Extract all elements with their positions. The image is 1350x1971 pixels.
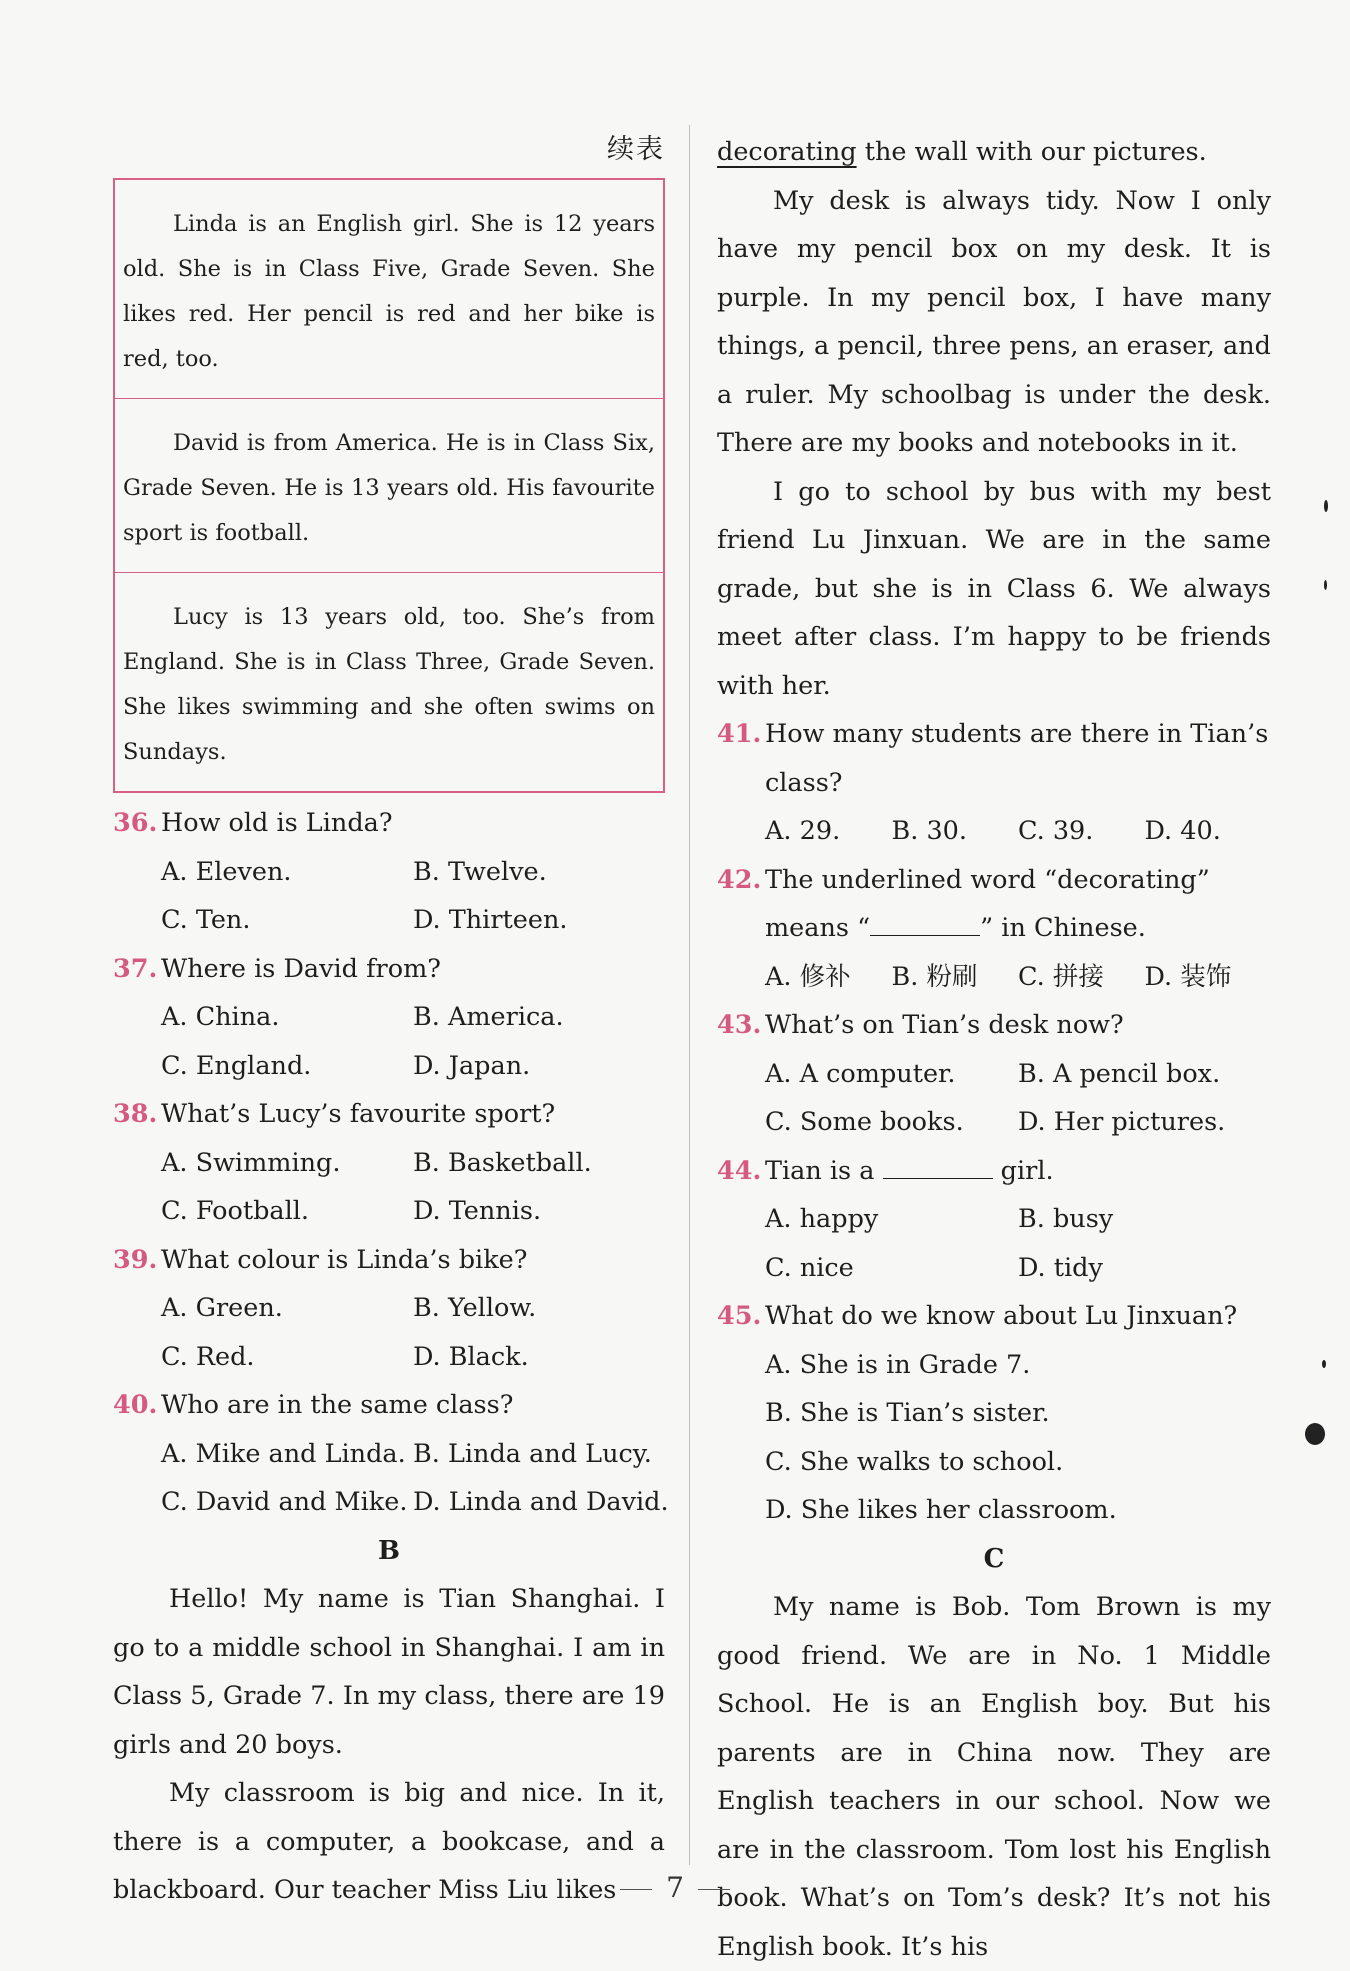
option-c[interactable]: C. Football. (161, 1196, 310, 1226)
option-c[interactable]: C. nice (765, 1252, 854, 1283)
scan-mark (1322, 1360, 1326, 1368)
continued-label: 续表 (607, 134, 665, 165)
question-38 (113, 1090, 665, 1236)
answer-blank[interactable] (870, 913, 980, 936)
dash-left (620, 1889, 652, 1890)
passage-b-paragraph-3: My desk is always tidy. Now I only have my pencil box on my desk. It is purple. In my pencil box, I have many things, a pencil, three pens, an eraser, and a ruler. My schoolbag is under the desk. There are my books and notebooks in it. (717, 185, 1271, 458)
answer-blank[interactable] (883, 1156, 993, 1179)
option-c[interactable]: C. 拼接 (1018, 961, 1104, 992)
option-a[interactable]: A. She is in Grade 7. (765, 1349, 1031, 1380)
scan-mark (1305, 1423, 1325, 1445)
option-a[interactable]: A. 修补 (765, 961, 851, 992)
question-text: What colour is Linda’s bike? (161, 1244, 528, 1275)
question-text: Who are in the same class? (161, 1390, 514, 1420)
option-a[interactable]: A. Mike and Linda. (161, 1438, 406, 1469)
question-37 (113, 945, 665, 1091)
option-d[interactable]: D. 40. (1144, 816, 1221, 846)
option-d[interactable]: D. She likes her classroom. (765, 1495, 1117, 1525)
option-d[interactable]: D. tidy (1018, 1252, 1103, 1283)
option-d[interactable]: D. Thirteen. (413, 905, 568, 935)
right-column (717, 128, 1271, 1971)
option-b[interactable]: B. She is Tian’s sister. (765, 1398, 1050, 1428)
option-a[interactable]: A. 29. (765, 816, 841, 846)
page-number: 7 (666, 1871, 684, 1904)
question-number: 36. (113, 808, 158, 838)
question-text-end: ” in Chinese. (980, 913, 1146, 943)
option-c[interactable]: C. England. (161, 1050, 312, 1081)
question-text: Tian is a (765, 1155, 883, 1186)
option-d[interactable]: D. 装饰 (1144, 961, 1232, 992)
question-number: 40. (113, 1390, 158, 1420)
option-c[interactable]: C. Some books. (765, 1107, 964, 1137)
option-d[interactable]: D. Japan. (413, 1050, 531, 1081)
question-number: 43. (717, 1010, 762, 1040)
question-text: The underlined word “decorating” means “ (765, 864, 1210, 943)
question-number: 42. (717, 864, 762, 895)
question-text: What do we know about Lu Jinxuan? (765, 1301, 1238, 1331)
passage-c-paragraph-1: My name is Bob. Tom Brown is my good friend. We are in No. 1 Middle School. He is an English boy. But his parents are in China now. They are English teachers in our school. Now we are in the classroom. Tom lost his English book. What’s on Tom’s desk? It’s not his English book. It’s his (717, 1592, 1271, 1962)
option-d[interactable]: D. Tennis. (413, 1196, 542, 1226)
passage-b-paragraph-2-continued (717, 128, 1271, 177)
question-36 (113, 799, 665, 945)
question-text-end: girl. (992, 1155, 1054, 1186)
question-41 (717, 710, 1271, 856)
option-c[interactable]: C. 39. (1018, 816, 1094, 846)
question-number: 39. (113, 1244, 158, 1275)
option-b[interactable]: B. 粉刷 (891, 961, 978, 992)
option-c[interactable]: C. David and Mike. (161, 1487, 408, 1517)
question-number: 45. (717, 1301, 762, 1331)
question-42 (717, 856, 1271, 1002)
question-number: 44. (717, 1155, 762, 1186)
option-b[interactable]: B. Linda and Lucy. (413, 1438, 652, 1469)
question-text: What’s Lucy’s favourite sport? (161, 1099, 556, 1129)
question-number: 37. (113, 953, 158, 984)
option-a[interactable]: A. China. (161, 1002, 280, 1032)
question-text: How old is Linda? (161, 808, 393, 838)
question-text: What’s on Tian’s desk now? (765, 1010, 1124, 1040)
option-a[interactable]: A. Swimming. (161, 1147, 341, 1178)
dash-right (698, 1889, 730, 1890)
question-number: 41. (717, 719, 762, 749)
passage-a-david: David is from America. He is in Class Six, Grade Seven. He is 13 years old. His favourite sport is football. (115, 398, 663, 572)
option-d[interactable]: D. Linda and David. (413, 1487, 669, 1517)
option-d[interactable]: D. Her pictures. (1018, 1107, 1226, 1137)
left-column (113, 128, 669, 1915)
question-43 (717, 1001, 1271, 1147)
question-number: 38. (113, 1099, 158, 1129)
option-b[interactable]: B. busy (1018, 1204, 1114, 1234)
option-b[interactable]: B. 30. (891, 816, 968, 846)
option-c[interactable]: C. She walks to school. (765, 1446, 1064, 1477)
option-b[interactable]: B. Yellow. (413, 1293, 537, 1323)
option-a[interactable]: A. A computer. (765, 1058, 956, 1089)
question-text: Where is David from? (161, 953, 441, 984)
option-c[interactable]: C. Ten. (161, 905, 251, 935)
question-40 (113, 1381, 669, 1527)
question-44 (717, 1147, 1271, 1293)
option-b[interactable]: B. America. (413, 1002, 564, 1032)
option-b[interactable]: B. Twelve. (413, 856, 547, 887)
passage-b-paragraph-1: Hello! My name is Tian Shanghai. I go to a middle school in Shanghai. I am in Class 5, Grade 7. In my class, there are 19 girls and 20 boys. (113, 1584, 665, 1760)
option-c[interactable]: C. Red. (161, 1341, 255, 1372)
passage-a-lucy: Lucy is 13 years old, too. She’s from England. She is in Class Three, Grade Seven. She likes swimming and she often swims on Sundays. (115, 572, 663, 791)
option-a[interactable]: A. Green. (161, 1293, 283, 1323)
passage-b-paragraph-2: My classroom is big and nice. In it, there is a computer, a bookcase, and a blackboard. Our teacher Miss Liu likes (113, 1778, 665, 1905)
underlined-word: decorating (717, 137, 857, 167)
section-b-heading: B (378, 1535, 400, 1566)
scan-mark (1324, 500, 1328, 512)
option-b[interactable]: B. A pencil box. (1018, 1058, 1221, 1089)
passage-b-paragraph-4: I go to school by bus with my best friend Lu Jinxuan. We are in the same grade, but she is in Class 6. We always meet after class. I’m happy to be friends with her. (717, 476, 1271, 701)
passage-a-linda: Linda is an English girl. She is 12 years old. She is in Class Five, Grade Seven. She likes red. Her pencil is red and her bike is red, too. (123, 211, 655, 372)
page-number-footer (0, 1868, 1350, 1908)
section-c-heading: C (983, 1543, 1005, 1574)
question-45 (717, 1292, 1271, 1535)
question-text: How many students are there in Tian’s class? (765, 719, 1269, 798)
option-b[interactable]: B. Basketball. (413, 1147, 592, 1178)
option-a[interactable]: A. happy (765, 1204, 879, 1234)
question-39 (113, 1236, 665, 1382)
option-a[interactable]: A. Eleven. (161, 856, 292, 887)
option-d[interactable]: D. Black. (413, 1341, 529, 1372)
scan-mark (1324, 580, 1327, 590)
column-divider (689, 125, 690, 1865)
paragraph-continuation: the wall with our pictures. (856, 137, 1207, 167)
passage-a-table (113, 178, 665, 793)
